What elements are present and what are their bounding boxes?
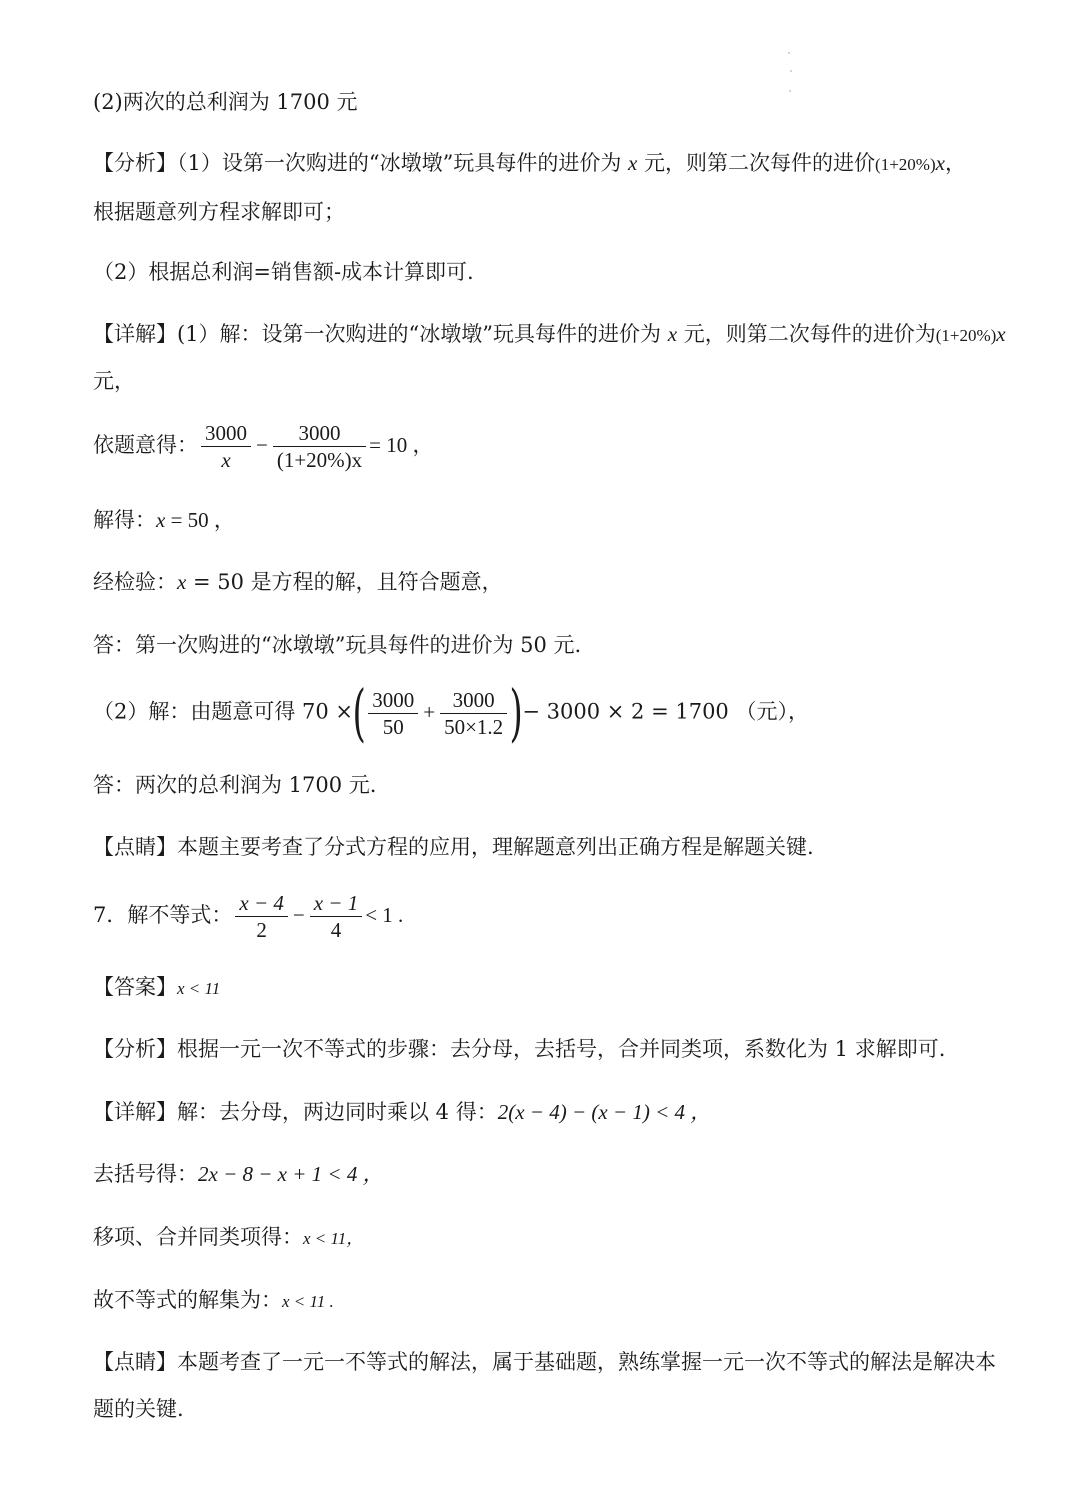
text: 解得： bbox=[93, 508, 156, 532]
math-expr: x < 11， bbox=[303, 1229, 364, 1248]
comment-line bbox=[93, 833, 814, 861]
fraction bbox=[273, 420, 366, 473]
text: 【分析】根据一元一次不等式的步骤：去分母，去括号，合并同类项，系数化为 1 求解即可. bbox=[93, 1037, 946, 1061]
text: = 50 是方程的解，且符合题意， bbox=[186, 570, 503, 594]
text: (2)两次的总利润为 1700 元 bbox=[93, 90, 358, 114]
text: − 3000 × 2 = 1700 （元）， bbox=[522, 699, 809, 724]
math-var: x bbox=[935, 151, 945, 175]
analysis-line-3 bbox=[93, 258, 474, 286]
math-expr: (1+20%) bbox=[935, 326, 997, 345]
detail-7-line-1 bbox=[93, 1098, 711, 1126]
fraction bbox=[310, 890, 363, 943]
detail-line-1 bbox=[93, 320, 1006, 350]
analysis-line-2 bbox=[93, 198, 345, 226]
fraction-numerator: 3000 bbox=[440, 687, 507, 714]
scan-speck bbox=[788, 52, 790, 54]
text: 元，则第二次每件的进价为 bbox=[677, 322, 936, 346]
fraction-numerator: x − 1 bbox=[310, 890, 363, 917]
fraction-numerator: 3000 bbox=[201, 420, 251, 447]
text: 去括号得： bbox=[93, 1162, 198, 1186]
text: 【详解】解：去分母，两边同时乘以 4 得： bbox=[93, 1100, 498, 1124]
fraction bbox=[201, 420, 251, 473]
scan-speck bbox=[789, 90, 791, 92]
question-7-line bbox=[93, 890, 403, 943]
text: 题的关键. bbox=[93, 1397, 184, 1421]
scan-speck bbox=[790, 70, 792, 72]
part2-equation-line bbox=[93, 676, 809, 749]
math-expr: 2x − 8 − x + 1 < 4 ， bbox=[198, 1162, 384, 1186]
fraction-numerator: 3000 bbox=[273, 420, 366, 447]
answer-line-2 bbox=[93, 771, 376, 799]
text: （2）根据总利润=销售额-成本计算即可. bbox=[93, 260, 474, 284]
text: < 1 . bbox=[365, 903, 404, 927]
text: = 10 ， bbox=[369, 433, 434, 457]
left-paren: ( bbox=[352, 676, 366, 749]
check-line bbox=[93, 568, 503, 596]
text: 经检验： bbox=[93, 570, 177, 594]
fraction-denominator: x bbox=[221, 448, 231, 472]
fraction-denominator: 50 bbox=[382, 714, 404, 739]
fraction-denominator: 50×1.2 bbox=[444, 714, 504, 739]
text: 元，则第二次每件的进价 bbox=[637, 151, 876, 175]
text: 【答案】 bbox=[93, 975, 177, 999]
operator: − bbox=[256, 433, 268, 457]
fraction-numerator: 3000 bbox=[368, 687, 418, 714]
detail-7-line-2 bbox=[93, 1160, 384, 1188]
comment-7-line-2 bbox=[93, 1395, 184, 1423]
text: ， bbox=[944, 151, 966, 175]
analysis-7-line bbox=[93, 1035, 945, 1063]
text: 【点睛】本题主要考查了分式方程的应用，理解题意列出正确方程是解题关键. bbox=[93, 835, 814, 859]
detail-line-2 bbox=[93, 367, 135, 395]
fraction-numerator: x − 4 bbox=[235, 890, 288, 917]
text: 元， bbox=[93, 369, 135, 393]
solution-line bbox=[93, 506, 235, 534]
text: 7．解不等式： bbox=[93, 903, 233, 927]
math-expr: x < 11 . bbox=[282, 1292, 334, 1311]
answer-part2-line bbox=[93, 88, 358, 116]
text: = 50 ， bbox=[165, 508, 235, 532]
math-expr: x < 11 bbox=[177, 979, 221, 998]
equation-line bbox=[93, 420, 434, 473]
fraction-denominator: 2 bbox=[256, 918, 267, 942]
math-var: x bbox=[667, 322, 678, 346]
fraction-denominator: 4 bbox=[330, 918, 342, 942]
text: 答：两次的总利润为 1700 元. bbox=[93, 773, 377, 797]
math-var: x bbox=[156, 508, 166, 532]
math-expr: (1+20%) bbox=[875, 155, 936, 174]
right-paren: ) bbox=[509, 676, 523, 749]
fraction bbox=[368, 687, 418, 740]
math-expr: 2(x − 4) − (x − 1) < 4 ， bbox=[497, 1100, 712, 1124]
math-var: x bbox=[996, 322, 1006, 346]
text: 依题意得： bbox=[93, 433, 198, 457]
math-var: x bbox=[177, 570, 187, 594]
answer-label-line bbox=[93, 973, 220, 1003]
text: 【详解】(1）解：设第一次购进的“冰墩墩”玩具每件的进价为 bbox=[93, 322, 668, 346]
detail-7-line-4 bbox=[93, 1286, 334, 1316]
text: 故不等式的解集为： bbox=[93, 1288, 282, 1312]
text: 答：第一次购进的“冰墩墩”玩具每件的进价为 50 元. bbox=[93, 633, 582, 657]
detail-7-line-3 bbox=[93, 1223, 363, 1253]
fraction-denominator: (1+20%)x bbox=[276, 448, 363, 472]
math-var: x bbox=[628, 151, 638, 175]
answer-line-1 bbox=[93, 631, 581, 659]
text: 【分析】（1）设第一次购进的“冰墩墩”玩具每件的进价为 bbox=[93, 151, 629, 175]
operator: − bbox=[292, 903, 305, 927]
analysis-line-1 bbox=[93, 149, 966, 179]
fraction bbox=[235, 890, 288, 943]
text: 移项、合并同类项得： bbox=[93, 1225, 303, 1249]
text: （2）解：由题意可得 70 × bbox=[93, 699, 354, 724]
operator: + bbox=[423, 699, 436, 724]
comment-7-line-1 bbox=[93, 1348, 996, 1376]
text: 根据题意列方程求解即可； bbox=[93, 200, 345, 224]
fraction bbox=[440, 687, 507, 740]
text: 【点睛】本题考查了一元一不等式的解法，属于基础题，熟练掌握一元一次不等式的解法是解决本 bbox=[93, 1350, 996, 1374]
